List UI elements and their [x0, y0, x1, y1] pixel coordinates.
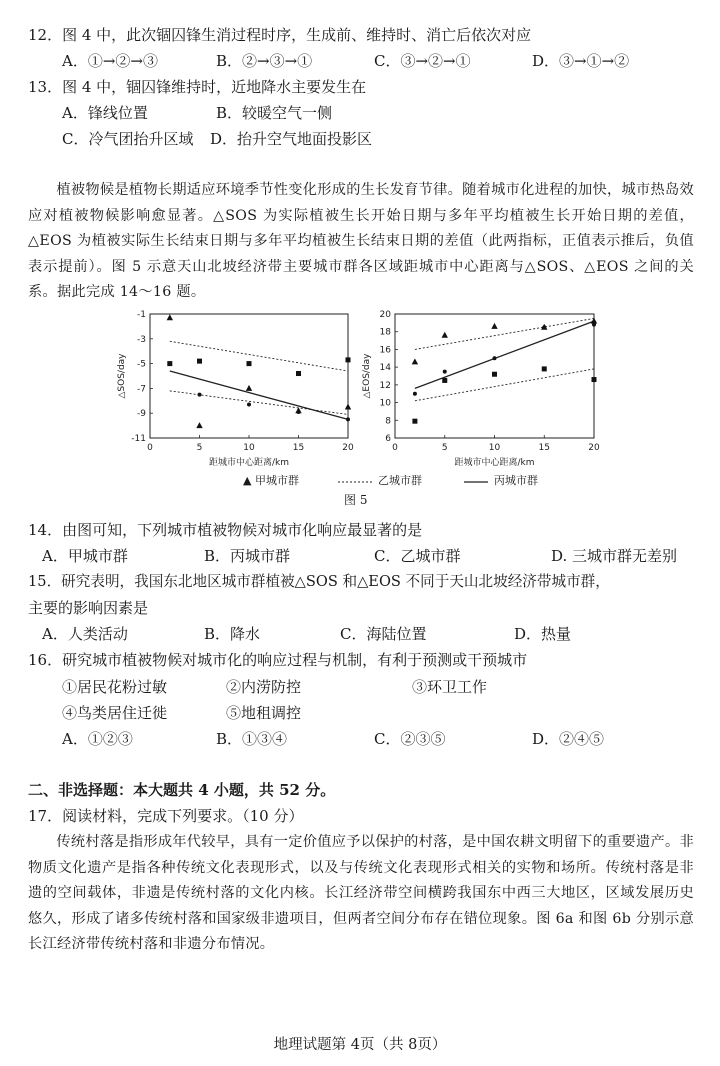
- q17-passage: 传统村落是指形成年代较早，具有一定价值应予以保护的村落，是中国农耕文明留下的重要遗产。非物质文化遗产是指各种传统文化表现形式，以及与传统文化表现形式相关的实物和场所。传统村落是非遗的空间载体，非遗是传统村落的文化内核。长江经济带空间横跨我国东中西三大地区，区域发展历史悠久，形成了诸多传统村落和国家级非遗项目，但两者空间分布存在错位现象。图 6a 和图 6b 分别示意长江经济带传统村落和非遗分布情况。: [28, 834, 694, 953]
- chart-1-point-triangle-5: [345, 404, 351, 410]
- q16-item-1: ①居民花粉过敏: [62, 678, 168, 696]
- chart-2-point-dot-5: [592, 323, 596, 327]
- chart-2-point-dot-4: [542, 325, 546, 329]
- q12-option-b: B．②→③→①: [216, 52, 313, 70]
- chart-1-point-triangle-1: [167, 314, 173, 320]
- chart-1-trendline-2: [170, 371, 348, 419]
- q14-option-a: A．甲城市群: [42, 547, 128, 565]
- q15-option-a: A．人类活动: [42, 625, 128, 643]
- chart-2-ylabel: △EOS/day: [362, 353, 372, 399]
- q15-option-c: C．海陆位置: [340, 625, 427, 643]
- q14-stem: 14．由图可知，下列城市植被物候对城市化响应最显著的是: [28, 521, 423, 539]
- q14-option-d: D. 三城市群无差别: [551, 547, 678, 565]
- chart-2-point-square-2: [442, 378, 447, 383]
- q16-option-b: B．①③④: [216, 730, 288, 748]
- chart-1-trendline-3: [170, 391, 348, 415]
- chart-2-xtick-label: 5: [441, 443, 448, 453]
- chart-1-ylabel: △SOS/day: [117, 353, 127, 399]
- chart-1-xtick-label: 10: [243, 443, 255, 453]
- legend-yi-dashed-line: [336, 478, 376, 486]
- chart-1-point-dot-1: [198, 393, 202, 397]
- chart-2-trendline-3: [415, 369, 594, 401]
- q16-option-c: C．②③⑤: [374, 730, 446, 748]
- q13-option-d: D．抬升空气地面投影区: [210, 130, 373, 148]
- chart-2-point-triangle-2: [442, 332, 448, 338]
- chart-1-point-dot-4: [346, 417, 350, 421]
- chart-2-xtick-label: 15: [538, 443, 550, 453]
- chart-1-ytick-label: -1: [137, 310, 146, 320]
- q12-stem: 12．图 4 中，此次锢囚锋生消过程时序，生成前、维持时、消亡后依次对应: [28, 26, 532, 44]
- legend-bing: 丙城市群: [494, 474, 538, 487]
- chart-2-ytick-label: 18: [379, 327, 391, 338]
- chart-2-point-square-5: [592, 377, 597, 382]
- chart-1-point-square-1: [167, 361, 172, 366]
- chart-2-ytick-label: 14: [379, 363, 391, 374]
- chart-1-point-square-5: [346, 357, 351, 362]
- q13-stem: 13．图 4 中，锢囚锋维持时，近地降水主要发生在: [28, 78, 367, 96]
- chart-2-ytick-label: 12: [379, 380, 391, 391]
- q13-option-a: A．锋线位置: [62, 104, 148, 122]
- q16-stem: 16．研究城市植被物候对城市化的响应过程与机制，有利于预测或干预城市: [28, 651, 528, 669]
- chart-1-point-square-2: [197, 359, 202, 364]
- chart-1-point-dot-2: [247, 403, 251, 407]
- chart-1-ytick-label: -5: [137, 359, 146, 370]
- q16-item-4: ④鸟类居住迁徙: [62, 704, 168, 722]
- chart-2-xtick-label: 20: [588, 443, 600, 453]
- chart-1-ytick-label: -9: [137, 409, 146, 420]
- chart-2-ytick-label: 16: [379, 345, 391, 356]
- legend-yi: 乙城市群: [378, 474, 422, 487]
- q16-option-d: D．②④⑤: [532, 730, 605, 748]
- chart-2-point-dot-2: [443, 370, 447, 374]
- section-2-heading: 二、非选择题：本大题共 4 小题，共 52 分。: [28, 781, 336, 799]
- chart-2-ytick-label: 10: [379, 398, 391, 409]
- chart-2-trendline-1: [415, 318, 594, 349]
- chart-1-xtick-label: 0: [147, 443, 153, 453]
- chart-1-trendline-1: [170, 341, 348, 371]
- chart-1-xlabel: 距城市中心距离/km: [208, 458, 290, 468]
- chart-2-point-dot-1: [413, 392, 417, 396]
- chart-2-xtick-label: 10: [488, 443, 501, 453]
- q15-stem-continued: 主要的影响因素是: [28, 599, 149, 617]
- q12-option-a: A．①→②→③: [62, 52, 158, 70]
- q16-option-a: A．①②③: [62, 730, 133, 748]
- q15-option-d: D．热量: [514, 625, 572, 643]
- q13-option-b: B．较暖空气一侧: [216, 104, 333, 122]
- chart-1-point-triangle-2: [196, 422, 202, 428]
- q16-item-2: ②内涝防控: [226, 678, 302, 696]
- chart-2-point-square-1: [412, 419, 417, 424]
- page-footer: 地理试题第 4页（共 8页）: [273, 1037, 447, 1053]
- chart-2-trendline-2: [415, 321, 594, 388]
- chart-1-xtick-label: 20: [342, 443, 354, 453]
- chart-2-xtick-label: 0: [392, 443, 398, 453]
- chart-1-ytick-label: -7: [137, 384, 146, 395]
- chart-2-ytick-label: 8: [385, 416, 391, 427]
- chart-1-frame: [150, 314, 348, 438]
- q12-option-c: C．③→②→①: [374, 52, 471, 70]
- chart-1-point-triangle-3: [246, 385, 252, 391]
- q14-option-b: B．丙城市群: [204, 547, 291, 565]
- chart-2-point-triangle-3: [491, 323, 497, 329]
- q13-option-c: C．冷气团抬升区域: [62, 130, 194, 148]
- chart-1-ytick-label: -3: [137, 334, 146, 345]
- chart-2-ytick-label: 20: [379, 310, 391, 320]
- chart-2-point-square-3: [492, 372, 497, 377]
- q14-option-c: C．乙城市群: [374, 547, 461, 565]
- chart-2-point-dot-3: [493, 356, 497, 360]
- q16-item-5: ⑤地租调控: [226, 704, 302, 722]
- phenology-passage: 植被物候是植物长期适应环境季节性变化形成的生长发育节律。随着城市化进程的加快，城市热岛效应对植被物候影响愈显著。△SOS 为实际植被生长开始日期与多年平均植被生长开始日期的差值，△EOS 为植被实际生长结束日期与多年平均植被生长结束日期的差值（此两指标，正值表示推后，负值表示提前）。图 5 示意天山北坡经济带主要城市群各区域距城市中心距离与△SOS、△EOS 之间的关系。据此完成 14～16 题。: [28, 182, 694, 301]
- q16-item-3: ③环卫工作: [412, 678, 488, 696]
- chart-2-ytick-label: 6: [385, 434, 391, 444]
- q15-stem: 15．研究表明，我国东北地区城市群植被△SOS 和△EOS 不同于天山北坡经济带城市群，: [28, 573, 610, 590]
- chart-1-xtick-label: 15: [292, 443, 305, 453]
- chart-2-xlabel: 距城市中心距离/km: [454, 458, 535, 468]
- q17-stem: 17．阅读材料，完成下列要求。（10 分）: [28, 807, 304, 825]
- chart-2-point-square-4: [542, 366, 547, 371]
- chart-2-point-triangle-1: [412, 358, 418, 364]
- chart-1-point-square-3: [247, 361, 252, 366]
- legend-jia: ▲ 甲城市群: [243, 474, 299, 487]
- q15-option-b: B．降水: [204, 625, 261, 643]
- q12-option-d: D．③→①→②: [532, 52, 630, 70]
- chart-1-ytick-label: -11: [131, 434, 146, 444]
- chart-1-xtick-label: 5: [196, 443, 203, 453]
- figure-5-caption: 图 5: [344, 493, 368, 507]
- chart-1-point-dot-3: [297, 410, 301, 414]
- chart-1-point-square-4: [296, 371, 301, 376]
- legend-bing-solid-line: [462, 478, 492, 486]
